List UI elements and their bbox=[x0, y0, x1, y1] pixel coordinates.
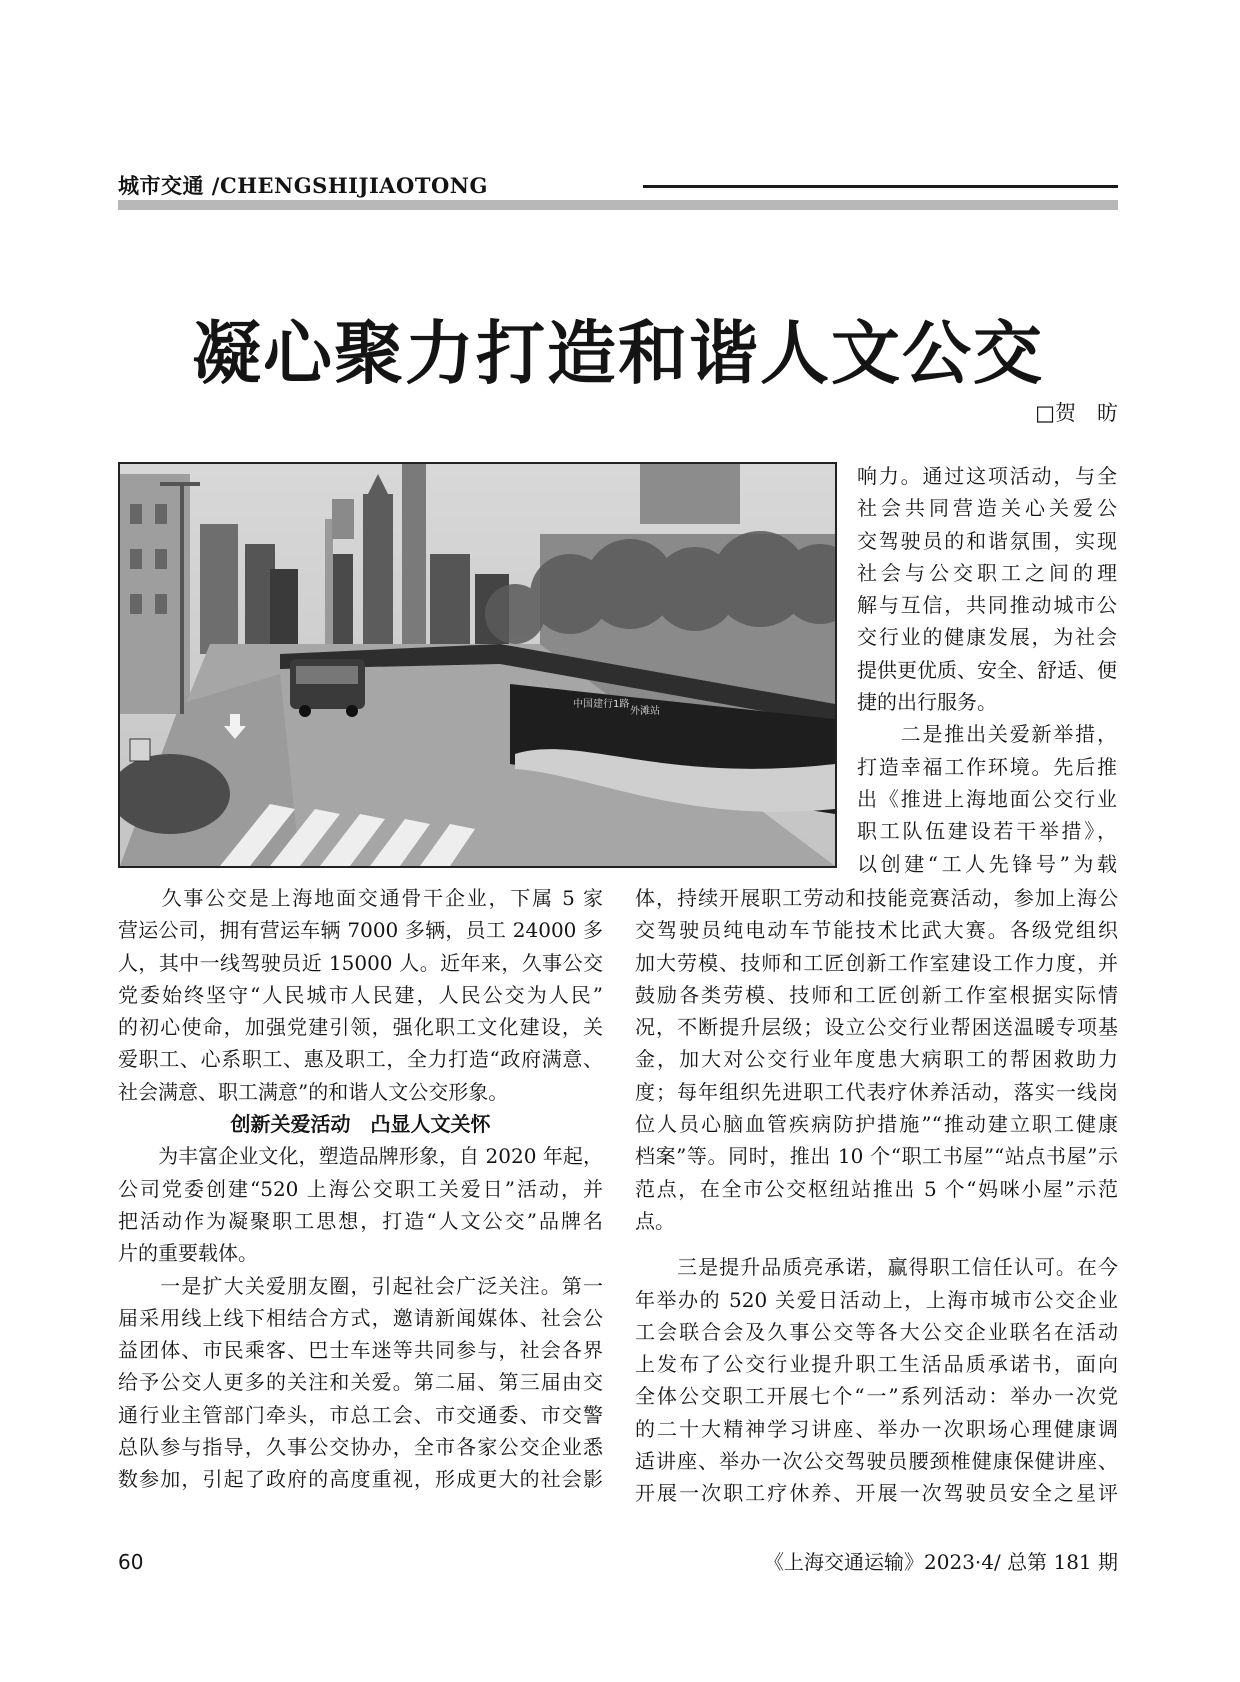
text-line: 体，持续开展职工劳动和技能竞赛活动，参加上海公 bbox=[635, 886, 1118, 910]
text-line: 上发布了公交行业提升职工生活品质承诺书，面向 bbox=[635, 1352, 1118, 1377]
text-line: 度；每年组织先进职工代表疗休养活动，落实一线岗 bbox=[635, 1079, 1118, 1104]
bus-sign-right: 外滩站 bbox=[630, 706, 660, 717]
text-line: 总队参与指导，久事公交协办，全市各家公交企业悉 bbox=[118, 1435, 603, 1460]
text-line: 况，不断提升层级；设立公交行业帮困送温暖专项基 bbox=[635, 1015, 1118, 1040]
text-line: 社会满意、职工满意”的和谐人文公交形象。 bbox=[118, 1079, 509, 1104]
text-line: 出《推进上海地面公交行业 bbox=[857, 786, 1117, 811]
text-line: 公司党委创建“520 上海公交职工关爱日”活动，并 bbox=[118, 1176, 603, 1201]
text-line: 以创建“工人先锋号”为载 bbox=[857, 851, 1117, 876]
text-line: 益团体、市民乘客、巴士车迷等共同参与，社会各界 bbox=[118, 1338, 603, 1363]
text-line: 社会与公交职工之间的理 bbox=[857, 560, 1117, 585]
text-line: 位人员心脑血管疾病防护措施”“推动建立职工健康 bbox=[635, 1112, 1118, 1137]
text-line: 打造幸福工作环境。先后推 bbox=[857, 754, 1117, 779]
text-line: 提供更优质、安全、舒适、便 bbox=[857, 657, 1117, 682]
text-line: 范点，在全市公交枢纽站推出 5 个“妈咪小屋”示范 bbox=[635, 1176, 1118, 1201]
article-author: □贺 昉 bbox=[1035, 401, 1118, 425]
text-line: 给予公交人更多的关注和关爱。第二届、第三届由交 bbox=[118, 1370, 603, 1395]
text-line: 数参加，引起了政府的高度重视，形成更大的社会影 bbox=[118, 1467, 603, 1492]
text-line: 通行业主管部门牵头，市总工会、市交通委、市交警 bbox=[118, 1402, 603, 1427]
text-line: 档案”等。同时，推出 10 个“职工书屋”“站点书屋”示 bbox=[635, 1144, 1118, 1169]
page-number: 60 bbox=[118, 1550, 144, 1574]
text-line: 全体公交职工开展七个“一”系列活动：举办一次党 bbox=[635, 1384, 1118, 1409]
text-line: 交驾驶员纯电动车节能技术比武大赛。各级党组织 bbox=[635, 918, 1118, 943]
text-line: 人，其中一线驾驶员近 15000 人。近年来，久事公交 bbox=[118, 950, 603, 975]
text-line: 二是推出关爱新举措， bbox=[857, 722, 1117, 747]
text-line: 营运公司，拥有营运车辆 7000 多辆，员工 24000 多 bbox=[118, 918, 603, 943]
text-line: 届采用线上线下相结合方式，邀请新闻媒体、社会公 bbox=[118, 1305, 603, 1330]
text-line: 爱职工、心系职工、惠及职工，全力打造“政府满意、 bbox=[118, 1047, 603, 1072]
text-line: 为丰富企业文化，塑造品牌形象，自 2020 年起， bbox=[118, 1144, 603, 1169]
paragraph-gap bbox=[635, 1237, 1118, 1251]
text-line: 一是扩大关爱朋友圈，引起社会广泛关注。第一 bbox=[118, 1273, 603, 1298]
text-line: 社会共同营造关心关爱公 bbox=[857, 496, 1117, 521]
text-line: 金，加大对公交行业年度患大病职工的帮困救助力 bbox=[635, 1047, 1118, 1072]
body-column-right-top bbox=[857, 460, 1117, 880]
text-line: 党委始终坚守“人民城市人民建，人民公交为人民” bbox=[118, 982, 603, 1007]
article-title: 凝心聚力打造和谐人文公交 bbox=[192, 313, 1044, 394]
text-line: 年举办的 520 关爱日活动上，上海市城市公交企业 bbox=[635, 1287, 1118, 1312]
text-line: 工会联合会及久事公交等各大公交企业联名在活动 bbox=[635, 1319, 1118, 1344]
body-column-left bbox=[118, 882, 603, 1496]
article-photo bbox=[118, 462, 837, 868]
section-label: 城市交通 /CHENGSHIJIAOTONG bbox=[118, 173, 488, 198]
bus-sign-left: 中国建行1路 bbox=[573, 699, 630, 710]
text-line: 交驾驶员的和谐氛围，实现 bbox=[857, 528, 1117, 553]
text-line: 的初心使命，加强党建引领，强化职工文化建设，关 bbox=[118, 1015, 603, 1040]
header-bar bbox=[118, 200, 1118, 210]
section-subheading: 创新关爱活动 凸显人文关怀 bbox=[230, 1112, 491, 1137]
text-line: 三是提升品质亮承诺，赢得职工信任认可。在今 bbox=[635, 1255, 1118, 1280]
text-line: 鼓励各类劳模、技师和工匠创新工作室根据实际情 bbox=[635, 982, 1118, 1007]
text-line: 解与互信，共同推动城市公 bbox=[857, 593, 1117, 618]
journal-citation: 《上海交通运输》2023·4/ 总第 181 期 bbox=[764, 1550, 1118, 1574]
text-line: 交行业的健康发展，为社会 bbox=[857, 625, 1117, 650]
text-line: 加大劳模、技师和工匠创新工作室建设工作力度，并 bbox=[635, 950, 1118, 975]
text-line: 开展一次职工疗休养、开展一次驾驶员安全之星评 bbox=[635, 1481, 1118, 1506]
city-bus-station-illustration bbox=[120, 464, 835, 866]
section-header bbox=[118, 168, 1118, 200]
text-line: 响力。通过这项活动，与全 bbox=[857, 464, 1117, 488]
header-rule bbox=[643, 185, 1118, 188]
body-column-right bbox=[635, 882, 1118, 1510]
text-line: 职工队伍建设若干举措》， bbox=[857, 819, 1117, 844]
text-line: 捷的出行服务。 bbox=[857, 690, 997, 715]
text-line: 的二十大精神学习讲座、举办一次职场心理健康调 bbox=[635, 1416, 1118, 1441]
text-line: 片的重要载体。 bbox=[118, 1241, 258, 1266]
text-line: 久事公交是上海地面交通骨干企业，下属 5 家 bbox=[118, 886, 603, 910]
text-line: 把活动作为凝聚职工思想，打造“人文公交”品牌名 bbox=[118, 1208, 603, 1233]
text-line: 点。 bbox=[635, 1208, 675, 1233]
text-line: 适讲座、举办一次公交驾驶员腰颈椎健康保健讲座、 bbox=[635, 1449, 1118, 1474]
